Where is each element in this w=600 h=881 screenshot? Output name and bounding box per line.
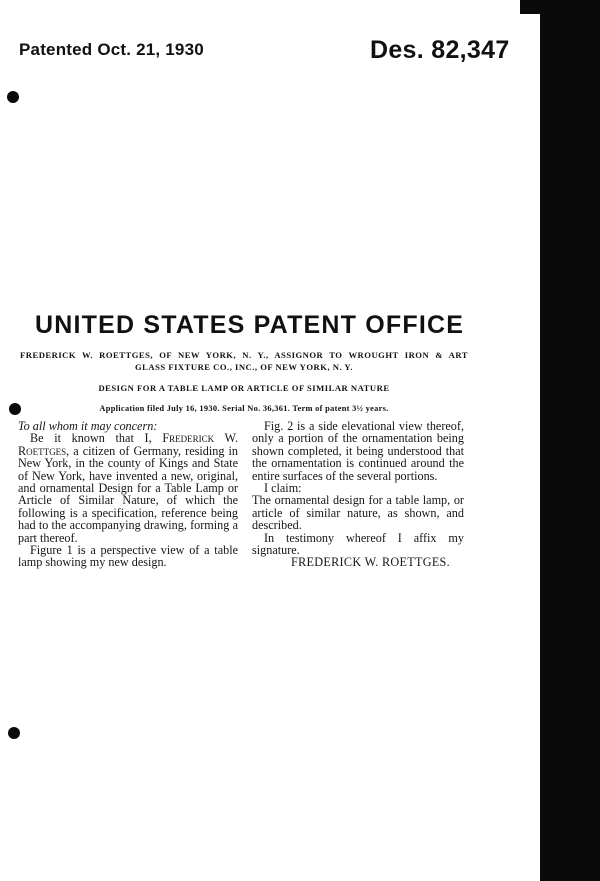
scan-black-edge: [540, 0, 600, 881]
paragraph-inventor-start: Be it known that I,: [30, 431, 163, 446]
patent-date: Patented Oct. 21, 1930: [19, 40, 204, 59]
salutation: To all whom it may concern:: [18, 419, 158, 433]
paragraph-inventor: [18, 432, 238, 544]
office-title: UNITED STATES PATENT OFFICE: [35, 311, 465, 339]
signature: FREDERICK W. ROETTGES.: [291, 555, 450, 570]
design-title: DESIGN FOR A TABLE LAMP OR ARTICLE OF SIMILAR NATURE: [98, 383, 390, 393]
patent-number: Des. 82,347: [370, 36, 510, 64]
testimony: In testimony whereof I affix my signature.: [252, 530, 464, 558]
paragraph-inventor-rest: , a citizen of Germany, residing in New York, in the county of Kings and State of New York, have invented a new, original, and ornamental Design for a Table Lamp or Article of Similar Nature, of which the following is a specification, reference being had to the accompanying drawing, forming a part thereof.: [18, 443, 238, 545]
left-column: [18, 420, 238, 569]
assignment-line-1: FREDERICK W. ROETTGES, OF NEW YORK, N. Y., ASSIGNOR TO WROUGHT IRON & ART: [20, 350, 468, 360]
assignment-line-2: GLASS FIXTURE CO., INC., OF NEW YORK, N. Y.: [135, 362, 353, 372]
binding-hole-bottom: [8, 727, 20, 739]
binding-hole-top: [7, 91, 19, 103]
inventor-name: Frederick W. Roettges: [18, 431, 238, 458]
paragraph-figure-1: Figure 1 is a perspective view of a table lamp showing my new design.: [18, 543, 238, 570]
claim-text: The ornamental design for a table lamp, or article of similar nature, as shown, and described.: [252, 493, 464, 533]
paragraph-figure-2: Fig. 2 is a side elevational view thereof, only a portion of the ornamentation being shown completed, it being understood that the ornamentation is continued around the entire surfaces of the several portions.: [252, 419, 464, 483]
right-column: [252, 420, 464, 569]
scan-edge-notch: [520, 0, 542, 14]
claim-heading: I claim:: [264, 481, 302, 496]
application-line: Application filed July 16, 1930. Serial No. 36,361. Term of patent 3½ years.: [99, 404, 389, 413]
